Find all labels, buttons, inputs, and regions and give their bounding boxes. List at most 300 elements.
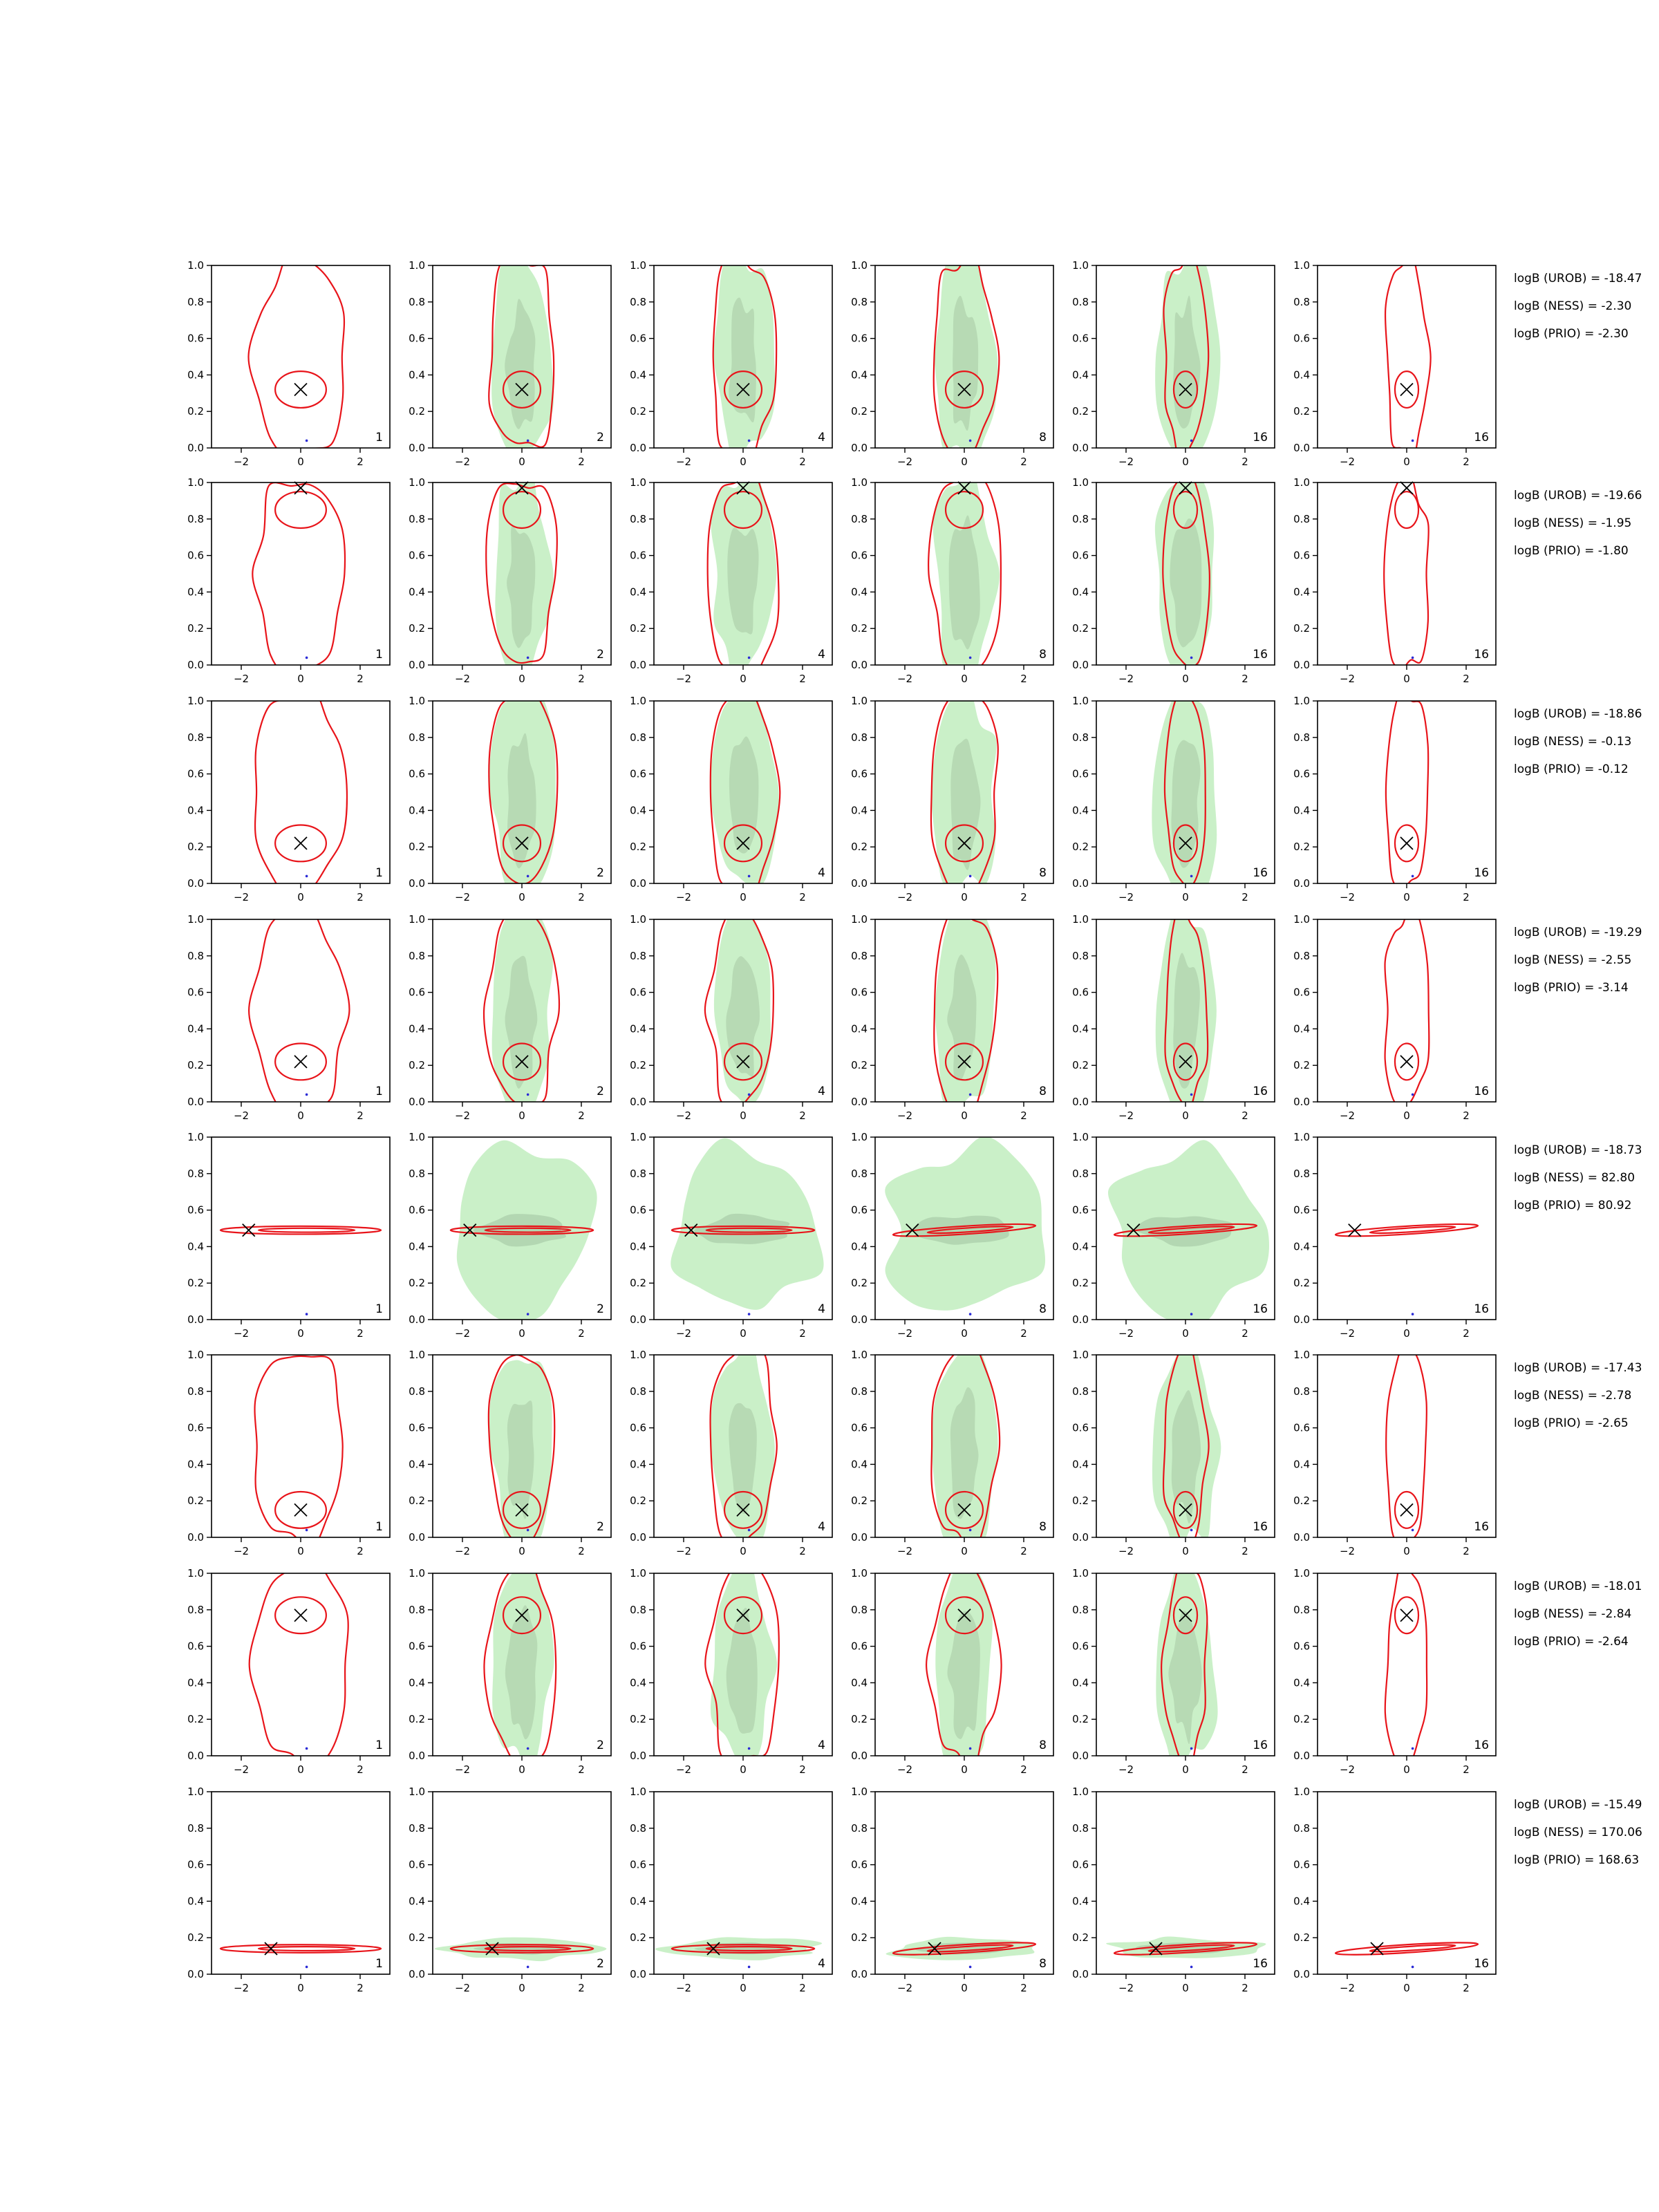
x-tick-label: −2	[1339, 1763, 1356, 1776]
sample-dot	[1190, 1747, 1193, 1750]
panel-count-label: 4	[818, 1302, 825, 1316]
y-tick-label: 1.0	[1072, 695, 1089, 707]
y-tick-label: 0.8	[187, 731, 204, 744]
y-tick-label: 1.0	[851, 259, 868, 272]
logb-stat: logB (PRIO) = -2.65	[1514, 1416, 1629, 1430]
sample-dot	[1190, 440, 1193, 442]
panel-r7-c3	[630, 1559, 832, 1776]
x-tick-label: 2	[1463, 1545, 1470, 1557]
x-tick-label: −2	[233, 1109, 250, 1122]
y-tick-label: 0.6	[187, 549, 204, 562]
y-tick-label: 0.0	[187, 1531, 204, 1544]
x-tick-label: −2	[1339, 456, 1356, 468]
y-tick-label: 0.0	[851, 877, 868, 890]
y-tick-label: 0.8	[630, 949, 646, 962]
y-tick-label: 0.4	[1072, 1458, 1089, 1471]
x-tick-label: 2	[1241, 891, 1248, 903]
y-tick-label: 0.2	[1293, 1059, 1310, 1072]
y-tick-label: 0.4	[1293, 1676, 1310, 1689]
panel-count-label: 8	[1039, 1302, 1047, 1316]
logb-stat: logB (UROB) = -18.47	[1514, 272, 1642, 285]
logb-stat: logB (PRIO) = 80.92	[1514, 1199, 1632, 1212]
sample-dot	[1412, 657, 1414, 659]
sample-dot	[1190, 1529, 1193, 1532]
y-tick-label: 1.0	[851, 913, 868, 926]
panel-r4-c2	[409, 907, 611, 1122]
y-tick-label: 0.2	[630, 1713, 646, 1726]
x-tick-label: 0	[961, 1327, 968, 1340]
x-tick-label: 0	[1403, 891, 1410, 903]
panel-r1-c6	[1293, 253, 1496, 468]
sample-dot	[527, 657, 529, 659]
panel-r4-c5	[1072, 900, 1275, 1124]
panel-count-label: 16	[1253, 648, 1268, 662]
y-tick-label: 0.4	[1072, 1676, 1089, 1689]
y-tick-label: 0.6	[1293, 1421, 1310, 1434]
contour-outer	[221, 1226, 381, 1235]
x-tick-label: 0	[518, 1327, 525, 1340]
true-value-marker	[243, 1224, 255, 1237]
panel-count-label: 16	[1253, 1738, 1268, 1752]
y-tick-label: 0.4	[409, 1676, 425, 1689]
contour-outer	[255, 684, 347, 899]
logb-stat: logB (NESS) = -2.30	[1514, 299, 1632, 313]
y-tick-label: 0.4	[630, 1458, 646, 1471]
x-tick-label: 0	[740, 1982, 747, 1994]
logb-stat: logB (PRIO) = -2.64	[1514, 1635, 1629, 1649]
y-tick-label: 0.8	[187, 295, 204, 308]
y-tick-label: 0.4	[630, 804, 646, 817]
y-tick-label: 1.0	[1072, 913, 1089, 926]
y-tick-label: 1.0	[1072, 476, 1089, 489]
panel-r2-c5	[1072, 471, 1275, 685]
y-tick-label: 0.8	[187, 1603, 204, 1616]
logb-stat: logB (NESS) = 170.06	[1514, 1826, 1642, 1839]
panel-count-label: 1	[375, 866, 383, 880]
y-tick-label: 1.0	[630, 1349, 646, 1361]
x-tick-label: −2	[454, 456, 471, 468]
sample-dot	[306, 1529, 308, 1532]
y-tick-label: 0.6	[630, 332, 646, 345]
axes-frame	[1318, 919, 1496, 1102]
y-tick-label: 0.4	[409, 368, 425, 382]
x-tick-label: 2	[1020, 1982, 1027, 1994]
y-tick-label: 0.8	[409, 731, 425, 744]
sample-dot	[748, 440, 751, 442]
y-tick-label: 1.0	[851, 695, 868, 707]
true-value-marker	[294, 1503, 307, 1516]
y-tick-label: 0.6	[1072, 986, 1089, 999]
x-tick-label: −2	[675, 456, 692, 468]
x-tick-label: 0	[1403, 1109, 1410, 1122]
y-tick-label: 1.0	[1293, 1567, 1310, 1580]
sample-dot	[1412, 1747, 1414, 1750]
x-tick-label: 0	[297, 1545, 304, 1557]
x-tick-label: 0	[518, 1109, 525, 1122]
x-tick-label: 2	[1463, 891, 1470, 903]
y-tick-label: 1.0	[1293, 1785, 1310, 1798]
sample-dot	[306, 1966, 308, 1969]
x-tick-label: −2	[233, 456, 250, 468]
y-tick-label: 0.8	[409, 295, 425, 308]
y-tick-label: 0.4	[1072, 1022, 1089, 1035]
y-tick-label: 1.0	[1072, 259, 1089, 272]
x-tick-label: −2	[233, 673, 250, 685]
y-tick-label: 0.2	[187, 622, 204, 635]
panel-r1-c1	[187, 250, 390, 468]
y-tick-label: 0.6	[1293, 1640, 1310, 1653]
panel-r4-c4	[851, 903, 1053, 1122]
x-tick-label: −2	[454, 673, 471, 685]
y-tick-label: 0.4	[409, 1895, 425, 1908]
y-tick-label: 0.2	[187, 1277, 204, 1290]
y-tick-label: 0.0	[1072, 877, 1089, 890]
y-tick-label: 0.0	[851, 1096, 868, 1108]
y-tick-label: 0.0	[187, 442, 204, 454]
x-tick-label: 0	[518, 1545, 525, 1557]
y-tick-label: 1.0	[409, 913, 425, 926]
x-tick-label: 2	[1241, 1109, 1248, 1122]
x-tick-label: −2	[454, 1327, 471, 1340]
sample-dot	[1190, 1966, 1193, 1969]
panel-count-label: 1	[375, 1520, 383, 1534]
y-tick-label: 1.0	[187, 1349, 204, 1361]
y-tick-label: 1.0	[630, 695, 646, 707]
y-tick-label: 0.2	[187, 405, 204, 418]
panel-count-label: 16	[1253, 431, 1268, 444]
y-tick-label: 0.8	[187, 1167, 204, 1180]
x-tick-label: 2	[578, 1545, 585, 1557]
y-tick-label: 0.2	[630, 1059, 646, 1072]
x-tick-label: 0	[961, 1982, 968, 1994]
x-tick-label: 0	[740, 891, 747, 903]
x-tick-label: 2	[1241, 1982, 1248, 1994]
y-tick-label: 0.0	[187, 1968, 204, 1980]
y-tick-label: 0.4	[851, 1240, 868, 1253]
y-tick-label: 0.0	[1293, 442, 1310, 454]
y-tick-label: 1.0	[851, 1567, 868, 1580]
panel-count-label: 8	[1039, 1085, 1047, 1098]
panel-count-label: 16	[1253, 1520, 1268, 1534]
y-tick-label: 1.0	[187, 913, 204, 926]
panel-r6-c4	[851, 1338, 1053, 1557]
x-tick-label: 2	[799, 1763, 806, 1776]
y-tick-label: 0.2	[851, 1931, 868, 1944]
x-tick-label: 2	[1020, 456, 1027, 468]
y-tick-label: 0.8	[630, 512, 646, 525]
y-tick-label: 1.0	[1072, 1785, 1089, 1798]
y-tick-label: 0.6	[1072, 1203, 1089, 1217]
y-tick-label: 0.0	[1293, 659, 1310, 671]
y-tick-label: 0.4	[1293, 804, 1310, 817]
y-tick-label: 0.8	[1293, 1603, 1310, 1616]
panel-count-label: 16	[1253, 866, 1268, 880]
y-tick-label: 1.0	[409, 1567, 425, 1580]
y-tick-label: 0.2	[630, 841, 646, 854]
x-tick-label: 2	[799, 1109, 806, 1122]
x-tick-label: 0	[740, 1545, 747, 1557]
panel-count-label: 4	[818, 1520, 825, 1534]
panel-count-label: 16	[1474, 1520, 1489, 1534]
y-tick-label: 0.2	[1072, 622, 1089, 635]
x-tick-label: 2	[578, 1982, 585, 1994]
logb-stat: logB (UROB) = -18.86	[1514, 707, 1642, 721]
y-tick-label: 0.8	[409, 1603, 425, 1616]
y-tick-label: 0.0	[1072, 1313, 1089, 1326]
panel-count-label: 1	[375, 648, 383, 662]
true-value-marker	[294, 837, 307, 850]
y-tick-label: 0.2	[409, 841, 425, 854]
x-tick-label: −2	[675, 673, 692, 685]
panel-r2-c4	[851, 466, 1053, 689]
y-tick-label: 0.0	[630, 1531, 646, 1544]
panel-r5-c3	[630, 1131, 832, 1340]
sample-dot	[1190, 657, 1193, 659]
axes-frame	[1318, 701, 1496, 883]
true-value-marker	[1400, 384, 1413, 396]
panel-count-label: 1	[375, 431, 383, 444]
y-tick-label: 0.8	[851, 731, 868, 744]
y-tick-label: 0.6	[187, 1640, 204, 1653]
y-tick-label: 0.2	[851, 1059, 868, 1072]
x-tick-label: −2	[1339, 891, 1356, 903]
logb-stat: logB (UROB) = -19.66	[1514, 489, 1642, 503]
logb-stat: logB (NESS) = -2.55	[1514, 953, 1632, 967]
y-tick-label: 0.4	[851, 1895, 868, 1908]
axes-frame	[212, 1573, 390, 1756]
y-tick-label: 0.2	[187, 841, 204, 854]
y-tick-label: 0.4	[851, 1458, 868, 1471]
y-tick-label: 1.0	[851, 1785, 868, 1798]
panel-count-label: 16	[1474, 1302, 1489, 1316]
x-tick-label: 2	[1020, 673, 1027, 685]
y-tick-label: 0.6	[187, 1421, 204, 1434]
y-tick-label: 0.6	[409, 986, 425, 999]
sample-dot	[527, 1529, 529, 1532]
x-tick-label: 2	[357, 1327, 364, 1340]
y-tick-label: 0.6	[1072, 767, 1089, 780]
y-tick-label: 0.2	[630, 1494, 646, 1508]
y-tick-label: 0.4	[851, 1676, 868, 1689]
y-tick-label: 1.0	[1293, 695, 1310, 707]
y-tick-label: 0.0	[1293, 1096, 1310, 1108]
panel-count-label: 8	[1039, 431, 1047, 444]
x-tick-label: −2	[675, 891, 692, 903]
axes-frame	[212, 701, 390, 883]
x-tick-label: 2	[578, 456, 585, 468]
y-tick-label: 0.0	[409, 1096, 425, 1108]
y-tick-label: 0.2	[630, 405, 646, 418]
y-tick-label: 0.4	[851, 804, 868, 817]
sample-dot	[306, 657, 308, 659]
x-tick-label: −2	[1339, 1327, 1356, 1340]
sample-dot	[748, 1747, 751, 1750]
x-tick-label: 0	[1182, 1109, 1189, 1122]
y-tick-label: 0.6	[630, 767, 646, 780]
x-tick-label: −2	[1118, 891, 1134, 903]
sample-dot	[969, 1966, 972, 1969]
panel-count-label: 1	[375, 1957, 383, 1971]
x-tick-label: 2	[799, 1545, 806, 1557]
y-tick-label: 0.4	[409, 1240, 425, 1253]
x-tick-label: 0	[1403, 1982, 1410, 1994]
y-tick-label: 0.6	[187, 1858, 204, 1871]
y-tick-label: 0.2	[851, 405, 868, 418]
sample-dot	[527, 1313, 529, 1315]
y-tick-label: 0.0	[630, 1096, 646, 1108]
sample-dot	[306, 440, 308, 442]
panel-count-label: 2	[597, 648, 604, 662]
y-tick-label: 1.0	[851, 476, 868, 489]
y-tick-label: 0.4	[409, 585, 425, 599]
x-tick-label: 2	[1463, 1327, 1470, 1340]
y-tick-label: 0.6	[851, 549, 868, 562]
y-tick-label: 1.0	[187, 695, 204, 707]
y-tick-label: 0.8	[630, 1385, 646, 1398]
y-tick-label: 1.0	[1072, 1349, 1089, 1361]
x-tick-label: 2	[1241, 1763, 1248, 1776]
y-tick-label: 0.8	[187, 512, 204, 525]
true-value-marker	[294, 1609, 307, 1622]
panel-count-label: 16	[1253, 1302, 1268, 1316]
panel-r3-c1	[187, 684, 390, 903]
x-tick-label: 2	[357, 673, 364, 685]
logb-stat: logB (UROB) = -18.01	[1514, 1580, 1642, 1593]
panel-count-label: 8	[1039, 866, 1047, 880]
contour-outer	[250, 1557, 348, 1770]
panel-r2-c6	[1293, 474, 1496, 685]
sample-dot	[969, 1529, 972, 1532]
x-tick-label: −2	[897, 1109, 913, 1122]
y-tick-label: 1.0	[187, 1785, 204, 1798]
panel-count-label: 8	[1039, 1957, 1047, 1971]
y-tick-label: 1.0	[630, 476, 646, 489]
panel-r3-c6	[1293, 688, 1496, 903]
y-tick-label: 0.0	[409, 659, 425, 671]
y-tick-label: 0.6	[851, 1858, 868, 1871]
panel-count-label: 4	[818, 1085, 825, 1098]
y-tick-label: 0.0	[1293, 1968, 1310, 1980]
y-tick-label: 0.2	[1072, 1713, 1089, 1726]
x-tick-label: 2	[1020, 1109, 1027, 1122]
y-tick-label: 0.6	[1072, 549, 1089, 562]
y-tick-label: 1.0	[1293, 1131, 1310, 1143]
x-tick-label: −2	[897, 1982, 913, 1994]
y-tick-label: 0.8	[1072, 1385, 1089, 1398]
contour-outer	[1385, 253, 1431, 466]
panel-count-label: 2	[597, 866, 604, 880]
panel-count-label: 4	[818, 431, 825, 444]
panel-r5-c5	[1072, 1131, 1275, 1340]
y-tick-label: 0.6	[409, 549, 425, 562]
y-tick-label: 0.4	[630, 1676, 646, 1689]
y-tick-label: 0.0	[409, 1968, 425, 1980]
x-tick-label: −2	[897, 456, 913, 468]
y-tick-label: 0.4	[409, 1458, 425, 1471]
y-tick-label: 0.6	[1293, 1858, 1310, 1871]
x-tick-label: 0	[1182, 1763, 1189, 1776]
x-tick-label: 0	[961, 1763, 968, 1776]
x-tick-label: 0	[297, 1109, 304, 1122]
sample-dot	[969, 875, 972, 878]
x-tick-label: 0	[1182, 1982, 1189, 1994]
y-tick-label: 0.0	[851, 1968, 868, 1980]
x-tick-label: 2	[357, 456, 364, 468]
y-tick-label: 0.8	[1072, 512, 1089, 525]
x-tick-label: 2	[578, 1327, 585, 1340]
y-tick-label: 1.0	[630, 1567, 646, 1580]
x-tick-label: 2	[357, 1545, 364, 1557]
y-tick-label: 0.8	[409, 1385, 425, 1398]
x-tick-label: −2	[1118, 1327, 1134, 1340]
y-tick-label: 1.0	[187, 259, 204, 272]
panel-count-label: 8	[1039, 648, 1047, 662]
logb-stat: logB (NESS) = 82.80	[1514, 1171, 1635, 1185]
y-tick-label: 0.0	[1072, 1968, 1089, 1980]
y-tick-label: 0.8	[630, 1167, 646, 1180]
x-tick-label: 0	[518, 673, 525, 685]
panel-r7-c4	[851, 1562, 1053, 1776]
panel-r6-c1	[187, 1349, 390, 1557]
x-tick-label: −2	[454, 891, 471, 903]
x-tick-label: 0	[1403, 673, 1410, 685]
x-tick-label: 2	[357, 891, 364, 903]
x-tick-label: 2	[578, 673, 585, 685]
panel-r5-c4	[851, 1131, 1053, 1340]
y-tick-label: 0.6	[1293, 549, 1310, 562]
x-tick-label: −2	[1339, 1109, 1356, 1122]
true-value-marker	[1400, 1503, 1413, 1516]
sample-dot	[306, 1747, 308, 1750]
y-tick-label: 0.2	[1293, 1931, 1310, 1944]
x-tick-label: −2	[1118, 1763, 1134, 1776]
panel-count-label: 16	[1253, 1085, 1268, 1098]
x-tick-label: −2	[897, 673, 913, 685]
logb-stat: logB (NESS) = -2.84	[1514, 1607, 1632, 1621]
x-tick-label: −2	[233, 1545, 250, 1557]
y-tick-label: 0.8	[409, 1167, 425, 1180]
axes-frame	[212, 482, 390, 665]
y-tick-label: 0.6	[630, 1640, 646, 1653]
y-tick-label: 0.4	[187, 804, 204, 817]
x-tick-label: 0	[297, 673, 304, 685]
y-tick-label: 0.2	[1293, 1277, 1310, 1290]
x-tick-label: 0	[961, 1109, 968, 1122]
y-tick-label: 0.0	[1072, 1750, 1089, 1762]
y-tick-label: 0.6	[630, 1421, 646, 1434]
panel-count-label: 16	[1253, 1957, 1268, 1971]
y-tick-label: 0.2	[1293, 405, 1310, 418]
y-tick-label: 0.8	[409, 1821, 425, 1835]
sample-dot	[748, 1313, 751, 1315]
x-tick-label: −2	[454, 1763, 471, 1776]
x-tick-label: 2	[1241, 1327, 1248, 1340]
y-tick-label: 1.0	[409, 1131, 425, 1143]
y-tick-label: 0.4	[630, 1240, 646, 1253]
y-tick-label: 0.4	[851, 585, 868, 599]
x-tick-label: −2	[675, 1327, 692, 1340]
y-tick-label: 0.6	[187, 767, 204, 780]
y-tick-label: 0.2	[409, 405, 425, 418]
x-tick-label: 0	[740, 1327, 747, 1340]
panel-count-label: 1	[375, 1738, 383, 1752]
y-tick-label: 0.2	[1072, 1277, 1089, 1290]
x-tick-label: 2	[799, 891, 806, 903]
x-tick-label: −2	[675, 1545, 692, 1557]
y-tick-label: 0.2	[851, 622, 868, 635]
y-tick-label: 0.6	[187, 1203, 204, 1217]
contour-outer	[1384, 474, 1429, 668]
